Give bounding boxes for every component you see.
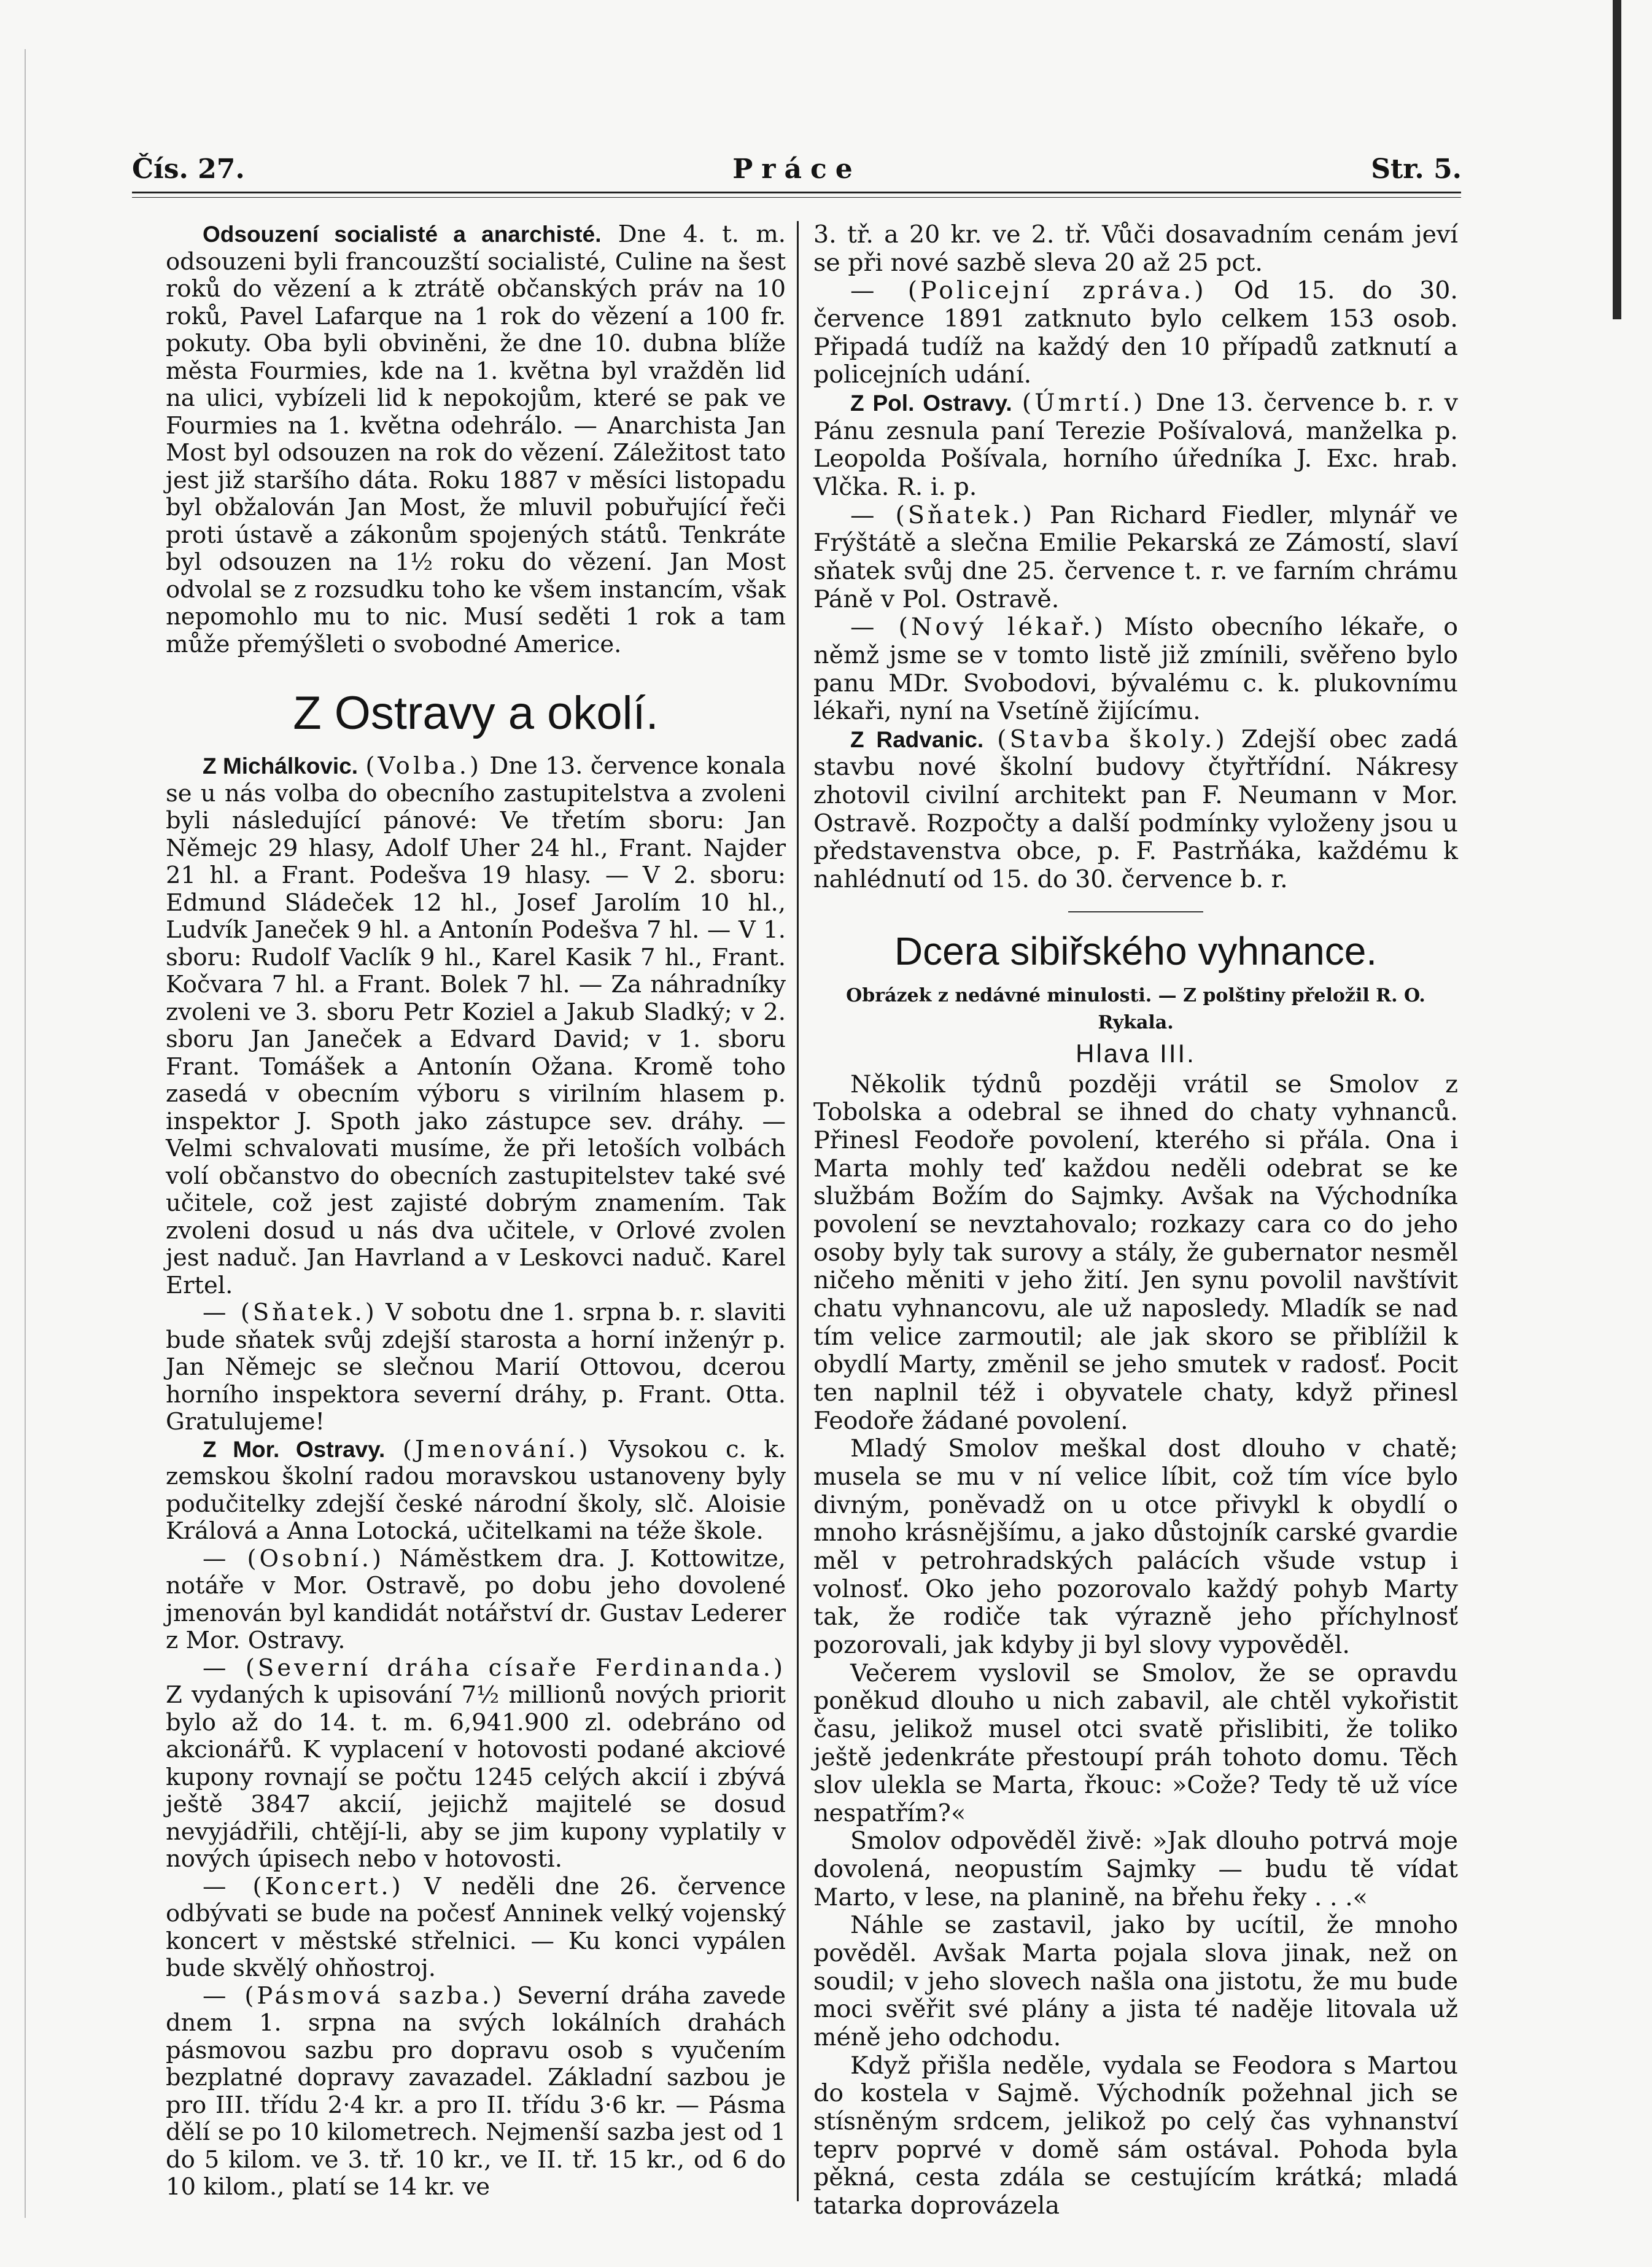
- news-koncert: [166, 1873, 786, 1983]
- article-socialists: [166, 221, 786, 658]
- news-text: Od 15. do 30. července 1891 zatknuto bylo celkem 153 osob. Připadá tudíž na každý den 10 případů zatknutí a policejních udání.: [813, 276, 1458, 389]
- news-policejni-zprava: [813, 277, 1458, 389]
- news-severni-draha: [166, 1655, 786, 1873]
- news-tag: (Jmenování.): [402, 1435, 591, 1463]
- column-divider: [797, 221, 799, 2201]
- chapter-heading: Hlava III.: [1076, 1038, 1196, 1068]
- page-number: Str. 5.: [1371, 154, 1462, 185]
- news-michalkovice-volba: [166, 753, 786, 1299]
- news-tag: — (Nový lékař.): [850, 613, 1106, 642]
- newspaper-title: Práce: [732, 154, 861, 185]
- news-pol-ostrava-umrti: [813, 389, 1458, 502]
- issue-number: Čís. 27.: [132, 154, 245, 185]
- news-mor-ostrava-jmenovani: [166, 1436, 786, 1546]
- story-paragraph: Mladý Smolov meškal dost dlouho v chatě; musela se mu v ní velice líbit, což tím více bylo divným, poněvadž on u otce přivykl k obydlí o mnoho krásnějšímu, a jako důstojník carské gvardie měl v petrohradských palácích všude vstup i volnosť. Oko jeho pozorovalo každý pohyb Marty tak, že rodiče tak výrazně jeho příchylnosť pozorovali, jak kdyby ji byl slovy vypověděl.: [813, 1434, 1458, 1659]
- news-snatek-fiedler: [813, 502, 1458, 614]
- news-text: Dne 13. července konala se u nás volba do obecního zastupitelstva a zvoleni byli následující pánové: Ve třetím sboru: Jan Němejc 29 hlasy, Adolf Uher 24 hl., Frant. Najder 21 hl. a Frant. Podešva 19 hlasy. — V 2. sboru: Edmund Sládeček 12 hl., Josef Jarolím 10 hl., Ludvík Janeček 9 hl. a Antonín Podešva 7 hl. — V 1. sboru: Rudolf Vaclík 9 hl., Karel Kasik 7 hl., Frant. Kočvara 7 hl. a Frant. Bolek 7 hl. — Za náhradníky zvoleni ve 3. sboru Petr Koziel a Jakub Sladký; v 2. sboru Jan Janeček a Edvard David; v 1. sboru Frant. Tomášek a Antonín Ožana. Kromě toho zasedá v obecním výboru s virilním hlasem p. inspektor J. Spoth jako zástupce sev. dráhy. — Velmi schvalovati musíme, že při letoších volbách volí občanstvo do obecních zastupitelstev také své učitele, což jest zajisté dobrým znamením. Tak zvoleni dosud u nás dva učitele, v Orlové zvolen jest naduč. Jan Havrland a v Leskovci naduč. Karel Ertel.: [166, 752, 786, 1299]
- news-text: V sobotu dne 1. srpna b. r. slaviti bude sňatek svůj zdejší starosta a horní inženýr p. Jan Němejc se slečnou Marií Ottovou, dcerou horního inspektora severní dráhy, p. Frant. Otta. Gratulujeme!: [166, 1299, 786, 1436]
- story-paragraph: Náhle se zastavil, jako by ucítil, že mnoho pověděl. Avšak Marta pojala slova jinak, než on soudil; v jeho slovech našla ona jistotu, že mu bude moci svěřit své plány a jista té naděje litovala už méně jeho odchodu.: [813, 1911, 1458, 2052]
- news-text: Vysokou c. k. zemskou školní radou moravskou ustanoveny byly podučitelky zdejší české národní školy, slč. Aloisie Králová a Anna Lotocká, učitelkami na téže škole.: [166, 1435, 786, 1545]
- place-heading: Z Mor. Ostravy.: [203, 1436, 386, 1462]
- news-osobni: [166, 1546, 786, 1655]
- news-tag: — (Severní dráha císaře Ferdinanda.): [203, 1654, 786, 1682]
- news-radvanice-stavba: [813, 726, 1458, 894]
- news-text: Místo obecního lékaře, o němž jsme se v tomto listě již zmínili, svěřeno bylo panu MDr. Svobodovi, bývalému c. k. plukovnímu lékaři, nyní na Vsetíně žijícímu.: [813, 613, 1458, 726]
- page-header: [132, 154, 1462, 190]
- place-heading: Z Radvanic.: [850, 726, 984, 752]
- news-text: Pan Richard Fiedler, mlynář ve Frýštátě a slečna Emilie Pekarská ze Zámostí, slaví sňatek svůj dne 25. července t. r. ve farním chrámu Páně v Pol. Ostravě.: [813, 500, 1459, 613]
- news-tag: — (Osobní.): [203, 1544, 385, 1573]
- header-rule: [132, 192, 1461, 198]
- story-paragraph: Když přišla neděle, vydala se Feodora s Martou do kostela v Sajmě. Východník požehnal jich se stísněným srdcem, jelikož po celý čas vyhnanství teprv poprvé v domě sám ostával. Pohoda byla pěkná, cesta zdála se cestujícím krátká; mladá tatarka doprovázela: [813, 2051, 1458, 2220]
- news-text: Náměstkem dra. J. Kottowitze, notáře v Mor. Ostravě, po dobu jeho dovolené jmenován byl kandidát notářství dr. Gustav Lederer z Mor. Ostravy.: [166, 1544, 786, 1654]
- news-tag: — (Sňatek.): [203, 1299, 378, 1326]
- story-title: Dcera sibiřského vyhnance.: [894, 928, 1378, 973]
- place-heading: Z Pol. Ostravy.: [850, 390, 1012, 416]
- news-text: Dne 13. července b. r. v Pánu zesnula paní Terezie Pošívalová, manželka p. Leopolda Pošívala, horního úředníka J. Exc. hrab. Vlčka. R. i. p.: [813, 388, 1458, 501]
- news-tag: (Volba.): [365, 752, 482, 780]
- news-tag: — (Policejní zpráva.): [850, 276, 1207, 305]
- place-heading: Z Michálkovic.: [203, 753, 359, 779]
- article-text: Dne 4. t. m. odsouzeni byli francouzští socialisté, Culine na šest roků do vězení a k ztrátě občanských práv na 10 roků, Pavel Lafarque na 1 rok do vězení a 100 fr. pokuty. Oba byli obviněni, že dne 10. dubna blíže města Fourmies, kde na 1. května byl vražděn lid na ulici, vybízeli lid k nepokojům, které se pak ve Fourmies na 1. května odehrálo. — Anarchista Jan Most byl odsouzen na rok do vězení. Záležitost tato jest již staršího dáta. Roku 1887 v měsíci listopadu byl obžalován Jan Most, že mluvil pobuřující řeči proti ústavě a zákonům spojených států. Tenkráte byl odsouzen na 1½ roku do vězení. Jan Most odvolal se z rozsudku toho ke všem instancím, však nepomohlo mu to nic. Musí seděti 1 rok a tam může přemýšleti o svobodné Americe.: [166, 220, 786, 658]
- article-heading: Odsouzení socialisté a anarchisté.: [203, 222, 602, 247]
- news-text: Severní dráha zavede dnem 1. srpna na svých lokálních drahách pásmovou sazbu pro dopravu osob s vyučením bezplatné dopravy zavazadel. Základní sazbou je pro III. třídu 2·4 kr. a pro II. třídu 3·6 kr. — Pásma dělí se po 10 kilometrech. Nejmenší sazba jest od 1 do 5 kilom. ve 3. tř. 10 kr., ve II. tř. 15 kr., od 6 do 10 kilom., platí se 14 kr. ve: [166, 1981, 786, 2201]
- story-paragraph: Smolov odpověděl živě: »Jak dlouho potrvá moje dovolená, neopustím Sajmky — budu tě vídat Marto, v lese, na planině, na břehu řeky . . .«: [813, 1827, 1458, 1911]
- section-heading: Z Ostravy a okolí.: [293, 687, 659, 739]
- news-tag: (Úmrtí.): [1022, 388, 1146, 417]
- news-text: Zdejší obec zadá stavbu nové školní budovy čtyřtřídní. Nákresy zhotovil civilní architekt pan F. Neumann v Mor. Ostravě. Rozpočty a další podmínky vyloženy jsou u představenstva obce, p. F. Pastrňáka, každému k nahlédnutí od 15. do 30. července b. r.: [813, 725, 1458, 894]
- news-tag: — (Koncert.): [203, 1872, 404, 1900]
- news-text: 3. tř. a 20 kr. ve 2. tř. Vůči dosavadním cenám jeví se při nové sazbě sleva 20 až 25 pct.: [813, 220, 1458, 277]
- news-pasmova-sazba: [166, 1983, 786, 2201]
- story-byline: Obrázek z nedávné minulosti. — Z polštiny přeložil R. O. Rykala.: [846, 984, 1425, 1033]
- page-fold-line: [25, 49, 26, 2218]
- news-tag: — (Sňatek.): [850, 500, 1036, 529]
- right-column: [813, 221, 1458, 2220]
- news-tag: — (Pásmová sazba.): [203, 1981, 505, 2010]
- page-edge-mark: [1613, 0, 1621, 319]
- story-paragraph: Několik týdnů později vrátil se Smolov z Tobolska a odebral se ihned do chaty vyhnanců. Přinesl Feodoře povolení, kterého si přála. Ona i Marta mohly teď každou neděli odebrat se ke službám Božím do Sajmky. Avšak na Východníka povolení se nevztahovalo; rozkazy cara co do jeho osoby byly tak surovy a stály, že gubernator nesměl ničeho měniti v jeho žití. Jen synu povolil navštívit chatu vyhnancovu, ale už naposledy. Mladík se nad tím velice zarmoutil; ale jak skoro se přiblížil k obydlí Marty, změnil se jeho smutek v radosť. Pocit ten naplnil též i obyvatele chaty, když přinesl Feodoře žádané povolení.: [813, 1070, 1458, 1435]
- news-continuation: [813, 221, 1458, 277]
- news-text: Z vydaných k upisování 7½ millionů nových priorit bylo až do 14. t. m. 6,941.900 zl. odebráno od akcionářů. K vyplacení v hotovosti podané akciové kupony rovnají se počtu 1245 celých akcií i zbývá ještě 3847 akcií, jejichž majitelé se dosud nevyjádřili, chtějí-li, aby se jim kupony vyplatily v nových úpisech nebo v hotovosti.: [166, 1681, 786, 1873]
- news-tag: (Stavba školy.): [997, 725, 1228, 753]
- news-text: V neděli dne 26. července odbývati se bude na počesť Anninek velký vojenský koncert v městské střelnici. — Ku konci vypálen bude skvělý ohňostroj.: [166, 1872, 786, 1982]
- left-column: [166, 221, 786, 2201]
- news-novy-lekar: [813, 613, 1458, 726]
- story-paragraph: Večerem vyslovil se Smolov, že se opravdu poněkud dlouho u nich zabavil, ale chtěl vykořistit času, jelikož musel otci svatě přislibiti, že toliko ještě jedenkráte přestoupí práh tohoto domu. Těch slov ulekla se Marta, řkouc: »Cože? Tedy tě už více nespatřím?«: [813, 1658, 1458, 1827]
- section-separator: [1068, 911, 1203, 912]
- news-snatek: [166, 1299, 786, 1436]
